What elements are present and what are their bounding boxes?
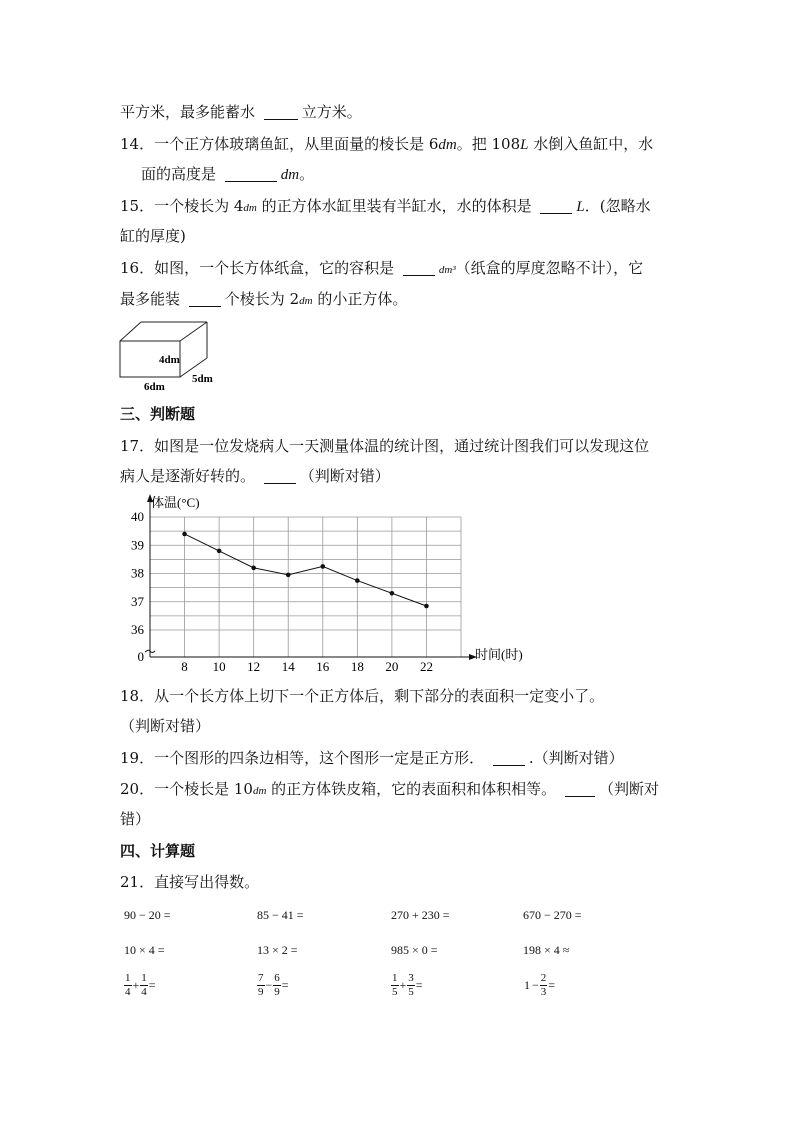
q16-line1 <box>120 258 643 280</box>
chart-tick-labels <box>131 509 433 672</box>
fraction: $\frac{1}{5}$ <box>392 972 398 998</box>
unit-dm: dm <box>438 137 457 153</box>
data-point <box>217 549 222 554</box>
section-heading-calculation: 四、计算题 <box>120 842 196 860</box>
q13-text: 平方米，最多能蓄水 <box>120 103 256 121</box>
calc-item: 270 + 230 = <box>391 908 450 922</box>
q16-line2-b: 个棱长为 2 <box>224 290 300 308</box>
fraction-expression: $\frac{1}{4}$ + $\frac{1}{4}$ = <box>125 972 156 998</box>
q16-line2-c: 的小正方体。 <box>312 290 408 308</box>
answer-blank[interactable] <box>403 260 435 276</box>
q17-line2 <box>120 466 390 486</box>
q19-text: 19．一个图形的四条边相等，这个图形一定是正方形． <box>120 749 485 767</box>
calc-item: 198 × 4 ≈ <box>523 943 570 957</box>
x-tick-label: 12 <box>247 659 261 672</box>
unit-l: L <box>576 199 585 215</box>
fraction: $\frac{7}{9}$ <box>258 972 264 998</box>
y-tick-label: 39 <box>131 537 144 553</box>
x-axis-label: 时间(时) <box>475 647 523 662</box>
x-tick-label: 20 <box>385 659 399 672</box>
q15-text-a: 15．一个棱长为 4 <box>120 197 244 215</box>
y-tick-label: 37 <box>131 593 144 609</box>
q18-line2-text: （判断对错） <box>120 717 211 735</box>
fraction-expression: $\frac{1}{5}$ + $\frac{3}{5}$ = <box>392 972 423 998</box>
q17-line1 <box>120 436 649 456</box>
answer-blank[interactable] <box>540 198 572 214</box>
fraction-expression: 1 − $\frac{2}{3}$ = <box>524 972 556 998</box>
q14-line2-text: 面的高度是 <box>141 165 217 183</box>
q20-line2 <box>120 809 150 829</box>
q15-line2-text: 缸的厚度) <box>120 227 186 245</box>
box-width-label: 5dm <box>192 373 213 385</box>
box-height-label: 4dm <box>159 354 180 366</box>
unit-dm: dm <box>280 167 300 183</box>
q21-title: 21．直接写出得数。 <box>120 873 260 891</box>
q15-text-c: ．(忽略水 <box>584 197 651 215</box>
q13-text-end: 立方米。 <box>301 103 362 121</box>
unit-dm: dm <box>243 202 257 214</box>
y-axis-label: 体温(°C) <box>151 495 200 510</box>
q20-text-c: （判断对 <box>598 780 659 798</box>
answer-blank[interactable] <box>189 291 221 307</box>
q14-text-a: 14．一个正方体玻璃鱼缸，从里面量的棱长是 6 <box>120 135 439 153</box>
unit-dm: dm <box>252 785 267 797</box>
q13-line <box>120 102 362 122</box>
q15-line2 <box>120 226 186 246</box>
calc-item: 90 − 20 = <box>124 908 171 922</box>
answer-blank[interactable] <box>225 166 277 182</box>
q14-text-c: 水倒入鱼缸中，水 <box>528 135 654 153</box>
fraction: $\frac{1}{4}$ <box>125 972 131 998</box>
answer-blank[interactable] <box>493 750 525 766</box>
calc-item: 985 × 0 = <box>391 943 438 957</box>
answer-blank[interactable] <box>565 781 595 797</box>
calc-item: 85 − 41 = <box>257 908 304 922</box>
unit-dm3: dm³ <box>438 264 456 276</box>
q18-line1 <box>120 686 604 706</box>
q14-text-b: 。把 108 <box>456 135 521 153</box>
unit-dm: dm <box>299 295 313 307</box>
answer-blank[interactable] <box>264 104 298 120</box>
q16-line2 <box>120 289 407 311</box>
fraction: $\frac{2}{3}$ <box>540 972 547 998</box>
calc-item: 10 × 4 = <box>124 943 165 957</box>
q14-line2-end: 。 <box>299 165 315 183</box>
x-tick-label: 14 <box>281 659 295 672</box>
x-tick-label: 10 <box>212 659 226 672</box>
data-point <box>182 532 187 537</box>
data-point <box>355 578 360 583</box>
y-tick-label: 0 <box>137 649 144 664</box>
fraction-expression: $\frac{7}{9}$ − $\frac{6}{9}$ = <box>258 972 289 998</box>
q17-text: 17．如图是一位发烧病人一天测量体温的统计图，通过统计图我们可以发现这位 <box>120 437 650 455</box>
q20-line2-text: 错） <box>120 810 151 828</box>
q17-line2-b: （判断对错） <box>299 467 390 485</box>
q15-text-b: 的正方体水缸里装有半缸水，水的体积是 <box>256 197 532 215</box>
fraction: $\frac{6}{9}$ <box>274 972 280 998</box>
q20-line1 <box>120 779 659 801</box>
q14-line2 <box>141 164 314 185</box>
q16-text-b: （纸盒的厚度忽略不计），它 <box>455 259 644 277</box>
q16-line2-a: 最多能装 <box>120 290 181 308</box>
q17-line2-a: 病人是逐渐好转的。 <box>120 467 256 485</box>
x-tick-label: 16 <box>316 659 330 672</box>
cuboid-box-figure <box>115 318 220 393</box>
q15-line1 <box>120 196 651 218</box>
chart-grid <box>150 517 461 657</box>
y-tick-label: 38 <box>131 565 144 581</box>
data-point <box>424 604 429 609</box>
q19-text-end: .（判断对错） <box>528 749 624 767</box>
x-tick-label: 8 <box>181 659 188 672</box>
answer-blank[interactable] <box>264 468 296 484</box>
q16-text-a: 16．如图，一个长方体纸盒，它的容积是 <box>120 259 395 277</box>
data-point <box>286 573 291 578</box>
unit-l: L <box>520 137 529 153</box>
y-tick-label: 36 <box>131 622 144 637</box>
data-point <box>390 591 395 596</box>
q14-line1 <box>120 134 653 155</box>
fraction: $\frac{3}{5}$ <box>408 972 414 998</box>
y-tick-label: 40 <box>131 509 144 524</box>
x-tick-label: 18 <box>350 659 364 672</box>
calc-item: 670 − 270 = <box>523 908 582 922</box>
chart-axes <box>145 494 477 660</box>
temperature-line-chart <box>115 492 545 672</box>
data-point <box>251 566 256 571</box>
section-heading-judgement: 三、判断题 <box>120 405 196 423</box>
x-tick-label: 22 <box>419 659 433 672</box>
q20-text-b: 的正方体铁皮箱，它的表面积和体积相等。 <box>266 780 557 798</box>
q18-line2 <box>120 716 210 736</box>
data-point <box>320 564 325 569</box>
q19-line <box>120 748 624 768</box>
q20-text-a: 20．一个棱长是 10 <box>120 780 253 798</box>
calc-item: 13 × 2 = <box>257 943 298 957</box>
box-length-label: 6dm <box>144 381 165 393</box>
temperature-series-line <box>185 534 427 606</box>
fraction: $\frac{1}{4}$ <box>141 972 147 998</box>
q18-text: 18．从一个长方体上切下一个正方体后，剩下部分的表面积一定变小了。 <box>120 687 605 705</box>
